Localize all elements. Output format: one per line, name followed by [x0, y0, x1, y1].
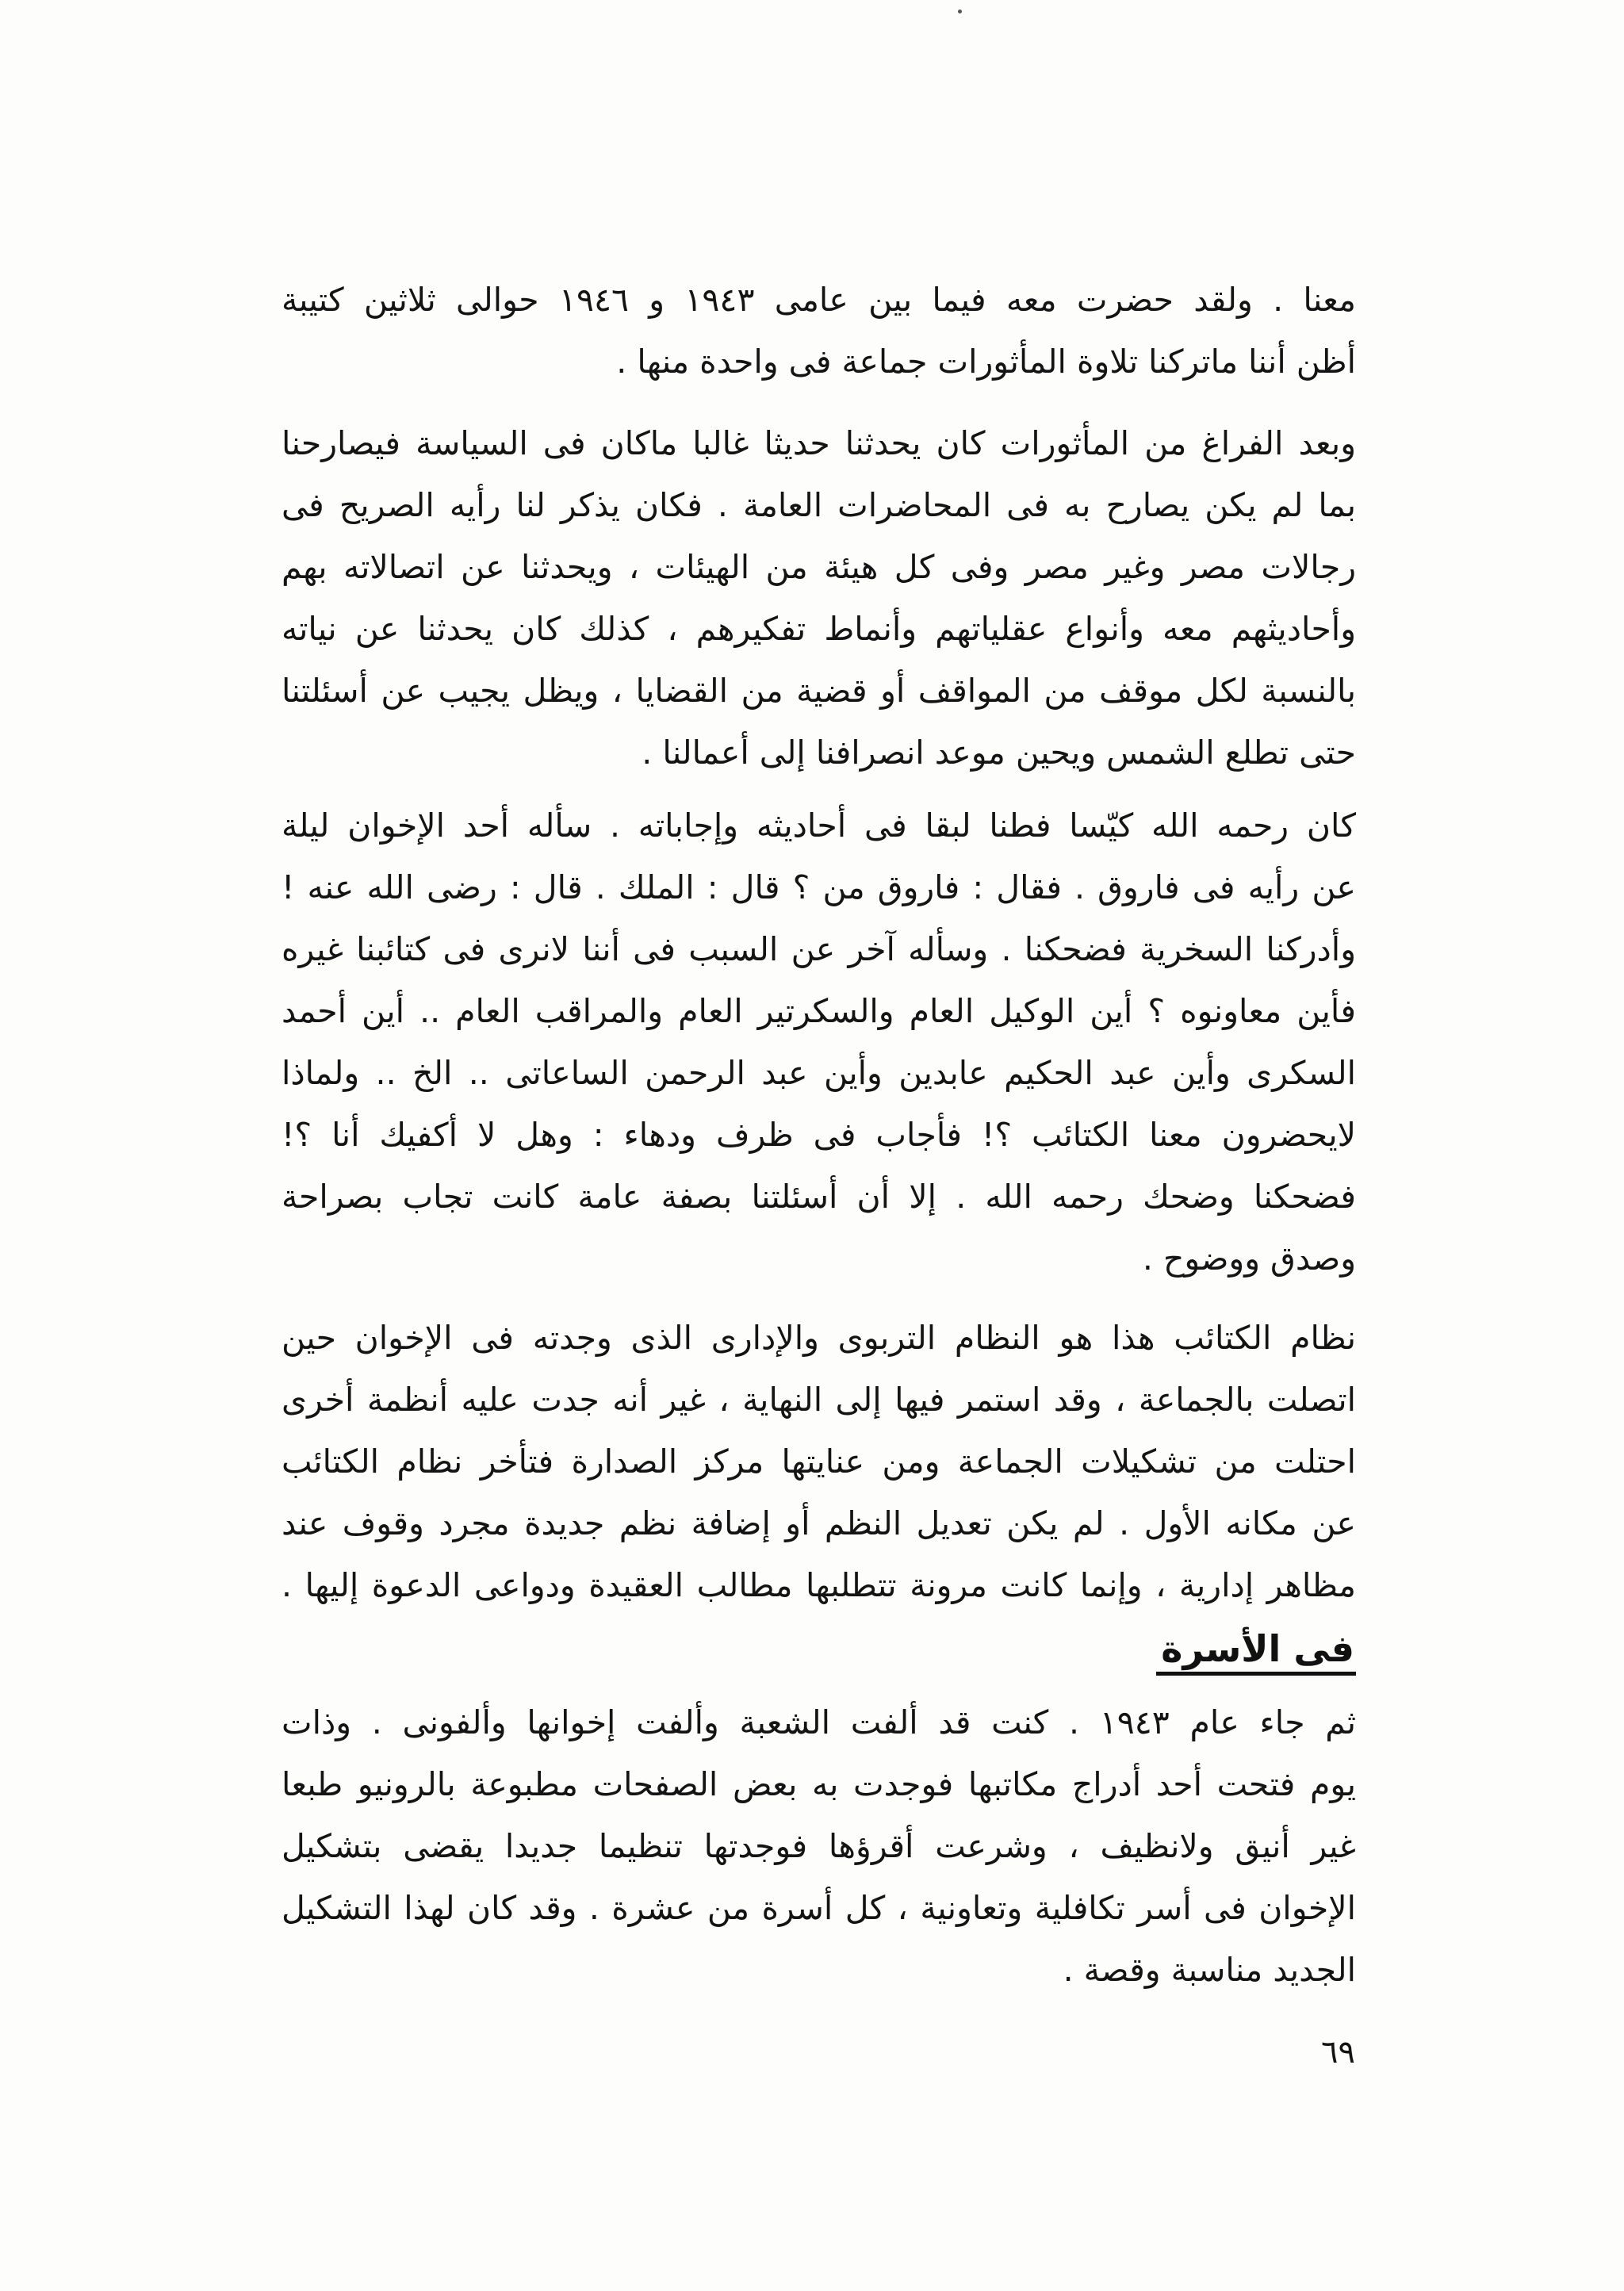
scan-speck [958, 10, 962, 13]
paragraph-line: معنا . ولقد حضرت معه فيما بين عامى ١٩٤٣ و ١٩٤٦ حوالى ثلاثين كتيبة [282, 281, 1356, 319]
paragraph [282, 1691, 1356, 2001]
page-number: ٦٩ [1321, 2034, 1355, 2071]
paragraph-line: حتى تطلع الشمس ويحين موعد انصرافنا إلى أعمالنا . [642, 734, 1356, 772]
paragraph [282, 412, 1356, 783]
paragraph-line: اتصلت بالجماعة ، وقد استمر فيها إلى النهاية ، غير أنه جدت عليه أنظمة أخرى [282, 1381, 1356, 1419]
paragraph-line: وبعد الفراغ من المأثورات كان يحدثنا حديثا غالبا ماكان فى السياسة فيصارحنا [282, 424, 1356, 462]
paragraph-line: عن رأيه فى فاروق . فقال : فاروق من ؟ قال : الملك . قال : رضى الله عنه ! [282, 868, 1356, 906]
paragraph-line: فضحكنا وضحك رحمه الله . إلا أن أسئلتنا بصفة عامة كانت تجاب بصراحة [282, 1178, 1356, 1216]
paragraph-line: بالنسبة لكل موقف من المواقف أو قضية من القضايا ، ويظل يجيب عن أسئلتنا [282, 672, 1356, 710]
paragraph-line: رجالات مصر وغير مصر وفى كل هيئة من الهيئات ، ويحدثنا عن اتصالاته بهم [282, 548, 1356, 586]
paragraph-line: احتلت من تشكيلات الجماعة ومن عنايتها مركز الصدارة فتأخر نظام الكتائب [282, 1442, 1356, 1481]
paragraph-line: غير أنيق ولانظيف ، وشرعت أقرؤها فوجدتها تنظيما جديدا يقضى بتشكيل [282, 1827, 1356, 1865]
paragraph [282, 795, 1356, 1289]
paragraph-line: وأدركنا السخرية فضحكنا . وسأله آخر عن السبب فى أننا لانرى فى كتائبنا غيره [282, 930, 1356, 968]
paragraph-line: لايحضرون معنا الكتائب ؟! فأجاب فى ظرف ودهاء : وهل لا أكفيك أنا ؟! [282, 1116, 1356, 1154]
paragraph-line: ثم جاء عام ١٩٤٣ . كنت قد ألفت الشعبة وألفت إخوانها وألفونى . وذات [282, 1703, 1356, 1741]
paragraph-line: السكرى وأين عبد الحكيم عابدين وأين عبد الرحمن الساعاتى .. الخ .. ولماذا [282, 1054, 1356, 1092]
paragraph-line: مظاهر إدارية ، وإنما كانت مرونة تتطلبها مطالب العقيدة ودواعى الدعوة إليها . [282, 1566, 1356, 1604]
paragraph-line: وصدق ووضوح . [1142, 1239, 1356, 1278]
paragraph-line: أظن أننا ماتركنا تلاوة المأثورات جماعة فى واحدة منها . [616, 343, 1356, 381]
paragraph-line: وأحاديثهم معه وأنواع عقلياتهم وأنماط تفكيرهم ، كذلك كان يحدثنا عن نياته [282, 610, 1356, 648]
text-block [282, 269, 1356, 2001]
paragraph-line: يوم فتحت أحد أدراج مكاتبها فوجدت به بعض الصفحات مطبوعة بالرونيو طبعا [282, 1765, 1356, 1803]
section-heading-row [282, 1619, 1356, 1681]
paragraph-line: الجديد مناسبة وقصة . [1063, 1951, 1356, 1989]
paragraph [282, 1307, 1356, 1616]
paragraph-line: بما لم يكن يصارح به فى المحاضرات العامة . فكان يذكر لنا رأيه الصريح فى [282, 486, 1356, 524]
paragraph-line: عن مكانه الأول . لم يكن تعديل النظم أو إضافة نظم جديدة مجرد وقوف عند [282, 1504, 1356, 1542]
paragraph-line: كان رحمه الله كيّسا فطنا لبقا فى أحاديثه وإجاباته . سأله أحد الإخوان ليلة [282, 806, 1356, 845]
paragraph-line: نظام الكتائب هذا هو النظام التربوى والإدارى الذى وجدته فى الإخوان حين [282, 1319, 1356, 1357]
paragraph [282, 269, 1356, 393]
paragraph-line: فأين معاونوه ؟ أين الوكيل العام والسكرتير العام والمراقب العام .. أين أحمد [282, 992, 1356, 1030]
section-heading: فى الأسرة [1156, 1628, 1356, 1676]
paragraph-line: الإخوان فى أسر تكافلية وتعاونية ، كل أسرة من عشرة . وقد كان لهذا التشكيل [282, 1889, 1356, 1927]
